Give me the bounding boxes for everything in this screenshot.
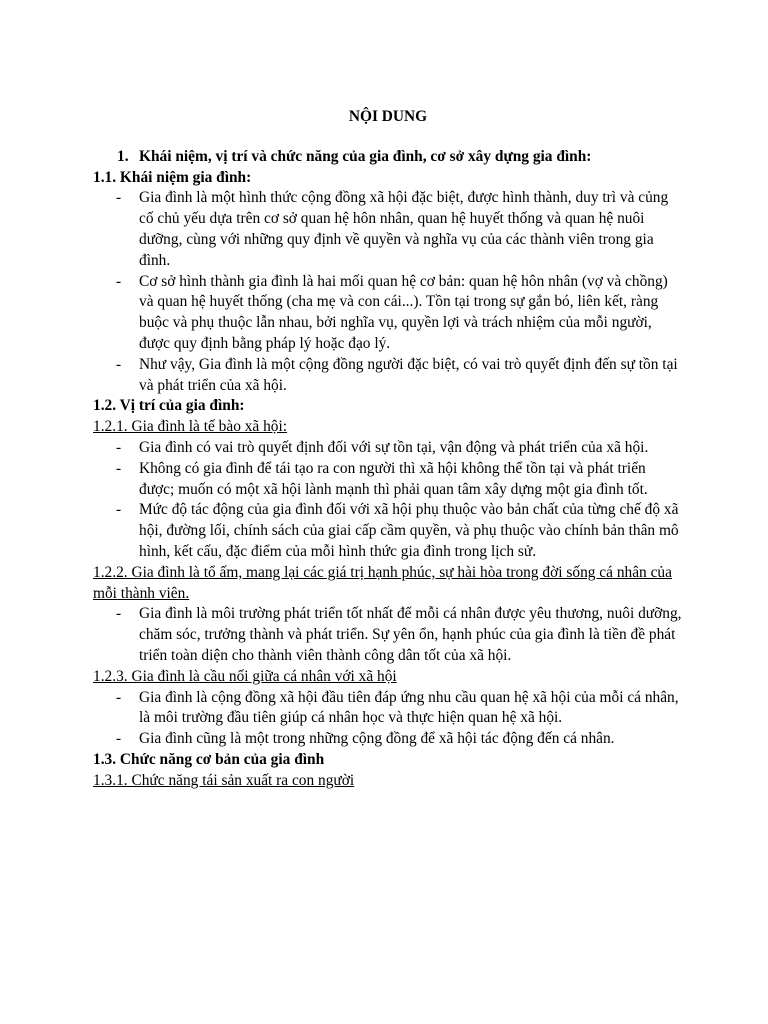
list-item-text: Mức độ tác động của gia đình đối với xã hội phụ thuộc vào bản chất của từng chế độ xã hội, đường lối, chính sách của giai cấp cầm quyền, và phụ thuộc vào chính bản thân mô hình, kết cấu, đặc điểm của mỗi hình thức gia đình trong lịch sử. [139, 501, 679, 560]
dash-marker: - [116, 730, 122, 748]
dash-marker: - [116, 355, 122, 373]
section-1-3-heading: 1.3. Chức năng cơ bản của gia đình [93, 750, 325, 768]
dash-marker: - [116, 501, 122, 519]
list-item [93, 459, 683, 501]
list-item [93, 355, 683, 397]
dash-marker: - [116, 688, 122, 706]
section-1-heading [93, 147, 683, 168]
dash-marker: - [116, 189, 122, 207]
section-1-2-2-list [93, 604, 683, 666]
list-item [93, 272, 683, 355]
dash-marker: - [116, 605, 122, 623]
list-item-text: Gia đình là một hình thức cộng đồng xã hội đặc biệt, được hình thành, duy trì và củng cố chủ yếu dựa trên cơ sở quan hệ hôn nhân, quan hệ huyết thống và quan hệ nuôi dưỡng, cùng với những quy định về quyền và nghĩa vụ của các thành viên trong gia đình. [139, 189, 669, 269]
list-item [93, 604, 683, 666]
section-1-2-1-heading: 1.2.1. Gia đình là tế bào xã hội: [93, 418, 288, 436]
list-item-text: Không có gia đình để tái tạo ra con người thì xã hội không thể tồn tại và phát triển được; muốn có một xã hội lành mạnh thì phải quan tâm xây dựng một gia đình tốt. [139, 459, 648, 498]
list-item-text: Gia đình cũng là một trong những cộng đồng để xã hội tác động đến cá nhân. [139, 730, 615, 748]
section-1-2-3-heading: 1.2.3. Gia đình là cầu nối giữa cá nhân với xã hội [93, 667, 397, 685]
section-1-3-1-heading: 1.3.1. Chức năng tái sản xuất ra con người [93, 771, 355, 789]
list-item-text: Gia đình là cộng đồng xã hội đầu tiên đáp ứng nhu cầu quan hệ xã hội của mỗi cá nhân, là môi trường đầu tiên giúp cá nhân học và thực hiện quan hệ xã hội. [139, 688, 679, 727]
list-item-text: Gia đình có vai trò quyết định đối với sự tồn tại, vận động và phát triển của xã hội. [139, 438, 649, 456]
list-item-text: Cơ sở hình thành gia đình là hai mối quan hệ cơ bản: quan hệ hôn nhân (vợ và chồng) và quan hệ huyết thống (cha mẹ và con cái...). Tồn tại trong sự gắn bó, liên kết, ràng buộc và phụ thuộc lẫn nhau, bởi nghĩa vụ, quyền lợi và trách nhiệm của mỗi người, được quy định bằng pháp lý hoặc đạo lý. [139, 272, 668, 352]
list-item-text: Như vậy, Gia đình là một cộng đồng người đặc biệt, có vai trò quyết định đến sự tồn tại và phát triển của xã hội. [139, 355, 678, 394]
document-page [93, 107, 683, 792]
list-item [93, 688, 683, 730]
dash-marker: - [116, 438, 122, 456]
document-title: NỘI DUNG [348, 108, 428, 125]
list-item [93, 500, 683, 562]
section-1-2-1-list [93, 438, 683, 563]
section-1-1-list [93, 188, 683, 396]
list-item [93, 729, 683, 750]
section-1-2-heading: 1.2. Vị trí của gia đình: [93, 397, 245, 415]
list-item [93, 188, 683, 271]
list-item-text: Gia đình là môi trường phát triển tốt nhất để mỗi cá nhân được yêu thương, nuôi dưỡng, chăm sóc, trưởng thành và phát triển. Sự yên ổn, hạnh phúc của gia đình là tiền đề phát triển toàn diện cho thành viên thành công dân tốt của xã hội. [139, 605, 682, 664]
section-1-1-heading: 1.1. Khái niệm gia đình: [93, 168, 252, 186]
section-1-title: Khái niệm, vị trí và chức năng của gia đình, cơ sở xây dựng gia đình: [139, 147, 592, 165]
list-item [93, 438, 683, 459]
section-1-number: 1. [117, 147, 129, 165]
section-1-2-2-heading: 1.2.2. Gia đình là tổ ấm, mang lại các giá trị hạnh phúc, sự hài hòa trong đời sống cá nhân của mỗi thành viên. [93, 563, 672, 602]
dash-marker: - [116, 272, 122, 290]
section-1-2-3-list [93, 688, 683, 750]
dash-marker: - [116, 459, 122, 477]
